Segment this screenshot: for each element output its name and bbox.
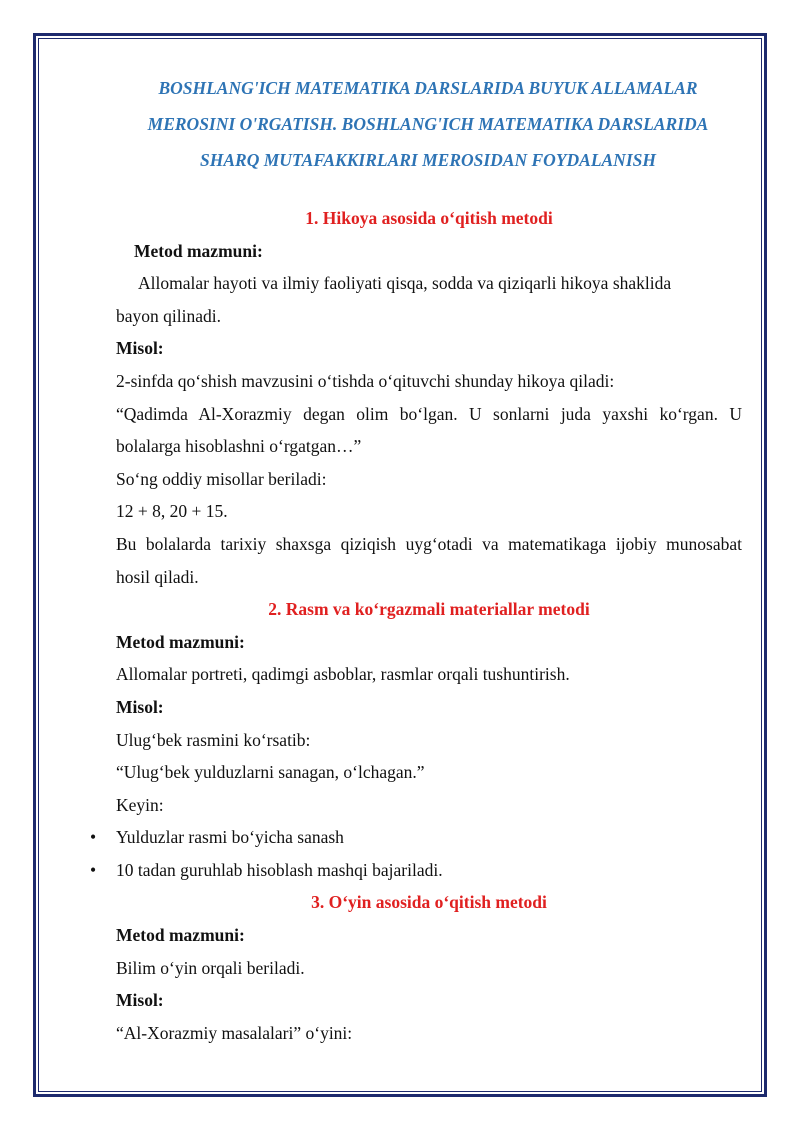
title-line-3: SHARQ MUTAFAKKIRLARI MEROSIDAN FOYDALANISH (200, 150, 656, 170)
section-1-result-2: hosil qiladi. (116, 566, 199, 587)
section-1-method-text-1: Allomalar hayoti va ilmiy faoliyati qisqa, sodda va qiziqarli hikoya shaklida (138, 273, 672, 294)
section-3-heading: 3. O‘yin asosida o‘qitish metodi (311, 892, 547, 913)
list-item-text: 10 tadan guruhlab hisoblash mashqi bajariladi. (116, 859, 443, 880)
section-1-result-1: Bu bolalarda tarixiy shaxsga qiziqish uyg‘otadi va matematikaga ijobiy munosabat (116, 533, 742, 554)
section-1-example-intro: 2-sinfda qo‘shish mavzusini o‘tishda o‘qituvchi shunday hikoya qiladi: (116, 370, 615, 391)
bullet-icon: • (90, 859, 97, 880)
section-2-then: Keyin: (116, 794, 164, 815)
list-item (90, 821, 742, 854)
section-1-examples: 12 + 8, 20 + 15. (116, 501, 228, 522)
section-1-quote-2: bolalarga hisoblashni o‘rgatgan…” (116, 436, 362, 457)
section-1-heading: 1. Hikoya asosida o‘qitish metodi (305, 208, 553, 228)
section-2-example-intro: Ulug‘bek rasmini ko‘rsatib: (116, 729, 311, 750)
section-2-example-label: Misol: (116, 696, 164, 717)
section-2-quote: “Ulug‘bek yulduzlarni sanagan, o‘lchagan.” (116, 762, 425, 783)
section-1-quote-1: “Qadimda Al-Xorazmiy degan olim bo‘lgan. U sonlarni juda yaxshi ko‘rgan. U (116, 403, 742, 424)
section-2-method-label: Metod mazmuni: (116, 631, 245, 652)
list-item-text: Yulduzlar rasmi bo‘yicha sanash (116, 827, 344, 848)
bullet-icon: • (90, 827, 97, 848)
title-line-2: MEROSINI O'RGATISH. BOSHLANG'ICH MATEMATIKA DARSLARIDA (147, 114, 709, 134)
section-3-example-label: Misol: (116, 990, 164, 1011)
section-2-method-text: Allomalar portreti, qadimgi asboblar, rasmlar orqali tushuntirish. (116, 664, 570, 685)
section-1-then: So‘ng oddiy misollar beriladi: (116, 468, 327, 489)
section-3-method-text: Bilim o‘yin orqali beriladi. (116, 957, 305, 978)
section-2-heading: 2. Rasm va ko‘rgazmali materiallar metodi (268, 599, 590, 620)
section-1-method-text-2: bayon qilinadi. (116, 305, 221, 326)
document-title (100, 75, 756, 183)
section-3-game: “Al-Xorazmiy masalalari” o‘yini: (116, 1022, 353, 1043)
document-body (90, 202, 742, 1049)
title-line-1: BOSHLANG'ICH MATEMATIKA DARSLARIDA BUYUK ALLAMALAR (158, 78, 698, 98)
section-1-example-label: Misol: (116, 338, 164, 359)
section-1-method-label: Metod mazmuni: (134, 240, 263, 261)
list-item (90, 854, 742, 887)
section-3-method-label: Metod mazmuni: (116, 925, 245, 946)
